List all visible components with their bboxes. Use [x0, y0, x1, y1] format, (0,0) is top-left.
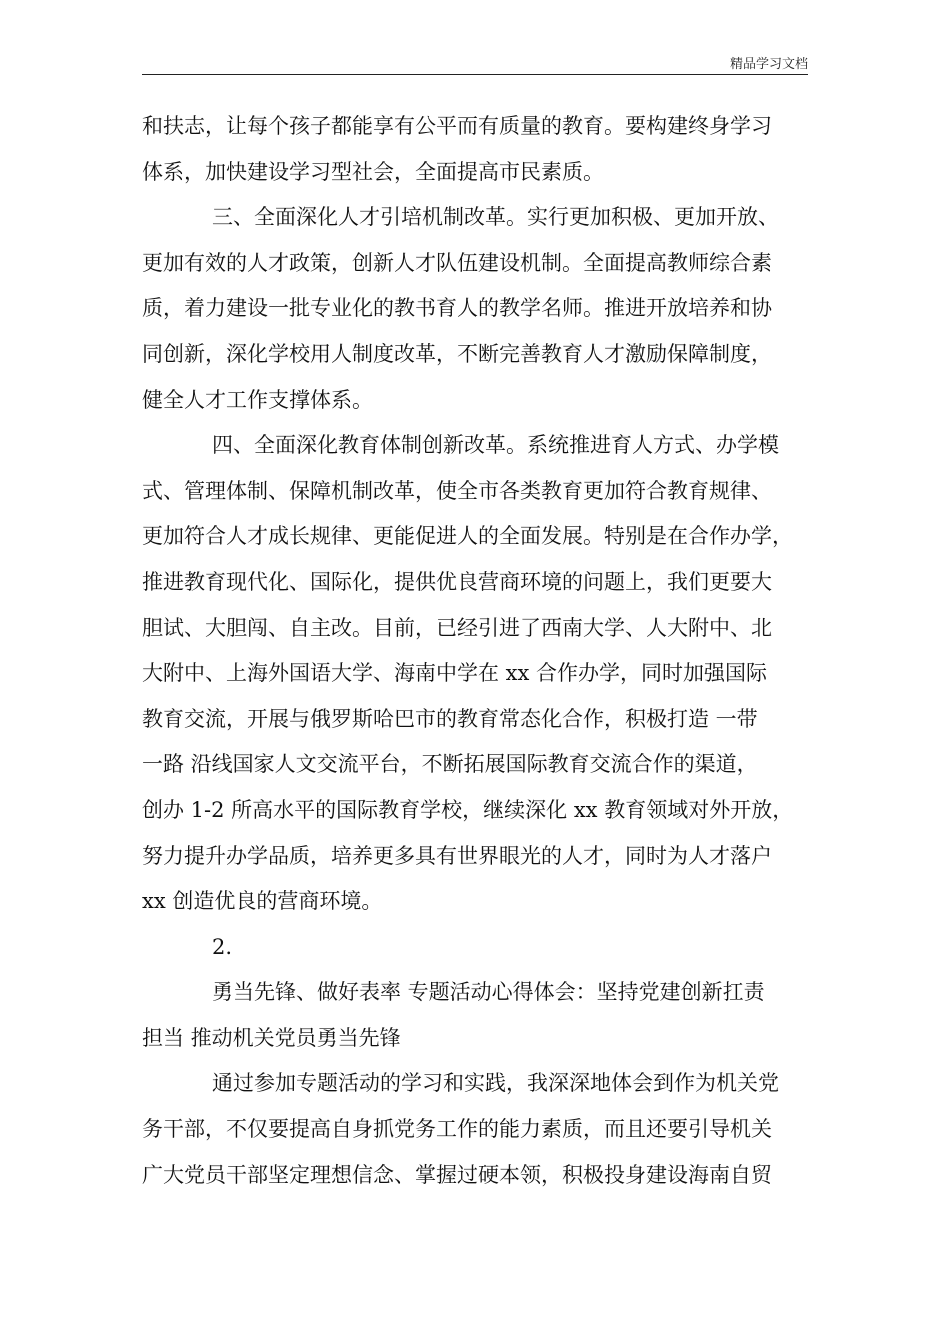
text-line: 式、管理体制、保障机制改革，使全市各类教育更加符合教育规律、 [142, 478, 772, 503]
article-title-line: 担当 推动机关党员勇当先锋 [142, 1025, 401, 1050]
text-line: 努力提升办学品质，培养更多具有世界眼光的人才，同时为人才落户 [142, 843, 772, 868]
page-header [142, 40, 808, 75]
text-line: xx 创造优良的营商环境。 [142, 889, 383, 914]
text-line: 大附中、上海外国语大学、海南中学在 xx 合作办学，同时加强国际 [142, 661, 768, 686]
section-number: 2. [212, 934, 233, 959]
text-line: 胆试、大胆闯、自主改。目前，已经引进了西南大学、人大附中、北 [142, 615, 772, 640]
text-line: 推进教育现代化、国际化，提供优良营商环境的问题上，我们更要大 [142, 569, 772, 594]
text-line: 创办 1-2 所高水平的国际教育学校，继续深化 xx 教育领域对外开放， [142, 797, 794, 822]
text-line: 体系，加快建设学习型社会，全面提高市民素质。 [142, 159, 604, 184]
text-line: 健全人才工作支撑体系。 [142, 387, 373, 412]
document-body [142, 104, 822, 1198]
text-line: 更加符合人才成长规律、更能促进人的全面发展。特别是在合作办学， [142, 524, 793, 549]
text-line: 通过参加专题活动的学习和实践，我深深地体会到作为机关党 [212, 1071, 779, 1096]
article-title-line: 勇当先锋、做好表率 专题活动心得体会：坚持党建创新扛责 [212, 980, 765, 1005]
text-line: 一路 沿线国家人文交流平台，不断拓展国际教育交流合作的渠道， [142, 752, 758, 777]
text-line: 广大党员干部坚定理想信念、掌握过硬本领，积极投身建设海南自贸 [142, 1162, 772, 1187]
header-label: 精品学习文档 [729, 57, 808, 72]
text-line: 和扶志，让每个孩子都能享有公平而有质量的教育。要构建终身学习 [142, 114, 772, 138]
text-line: 教育交流，开展与俄罗斯哈巴市的教育常态化合作，积极打造 一带 [142, 706, 758, 731]
text-line: 更加有效的人才政策，创新人才队伍建设机制。全面提高教师综合素 [142, 250, 772, 275]
section-heading-line: 四、全面深化教育体制创新改革。系统推进育人方式、办学模 [212, 433, 779, 458]
section-heading-line: 三、全面深化人才引培机制改革。实行更加积极、更加开放、 [212, 205, 779, 230]
text-line: 同创新，深化学校用人制度改革，不断完善教育人才激励保障制度， [142, 341, 772, 366]
text-line: 质，着力建设一批专业化的教书育人的教学名师。推进开放培养和协 [142, 296, 772, 321]
text-line: 务干部，不仅要提高自身抓党务工作的能力素质，而且还要引导机关 [142, 1117, 772, 1142]
